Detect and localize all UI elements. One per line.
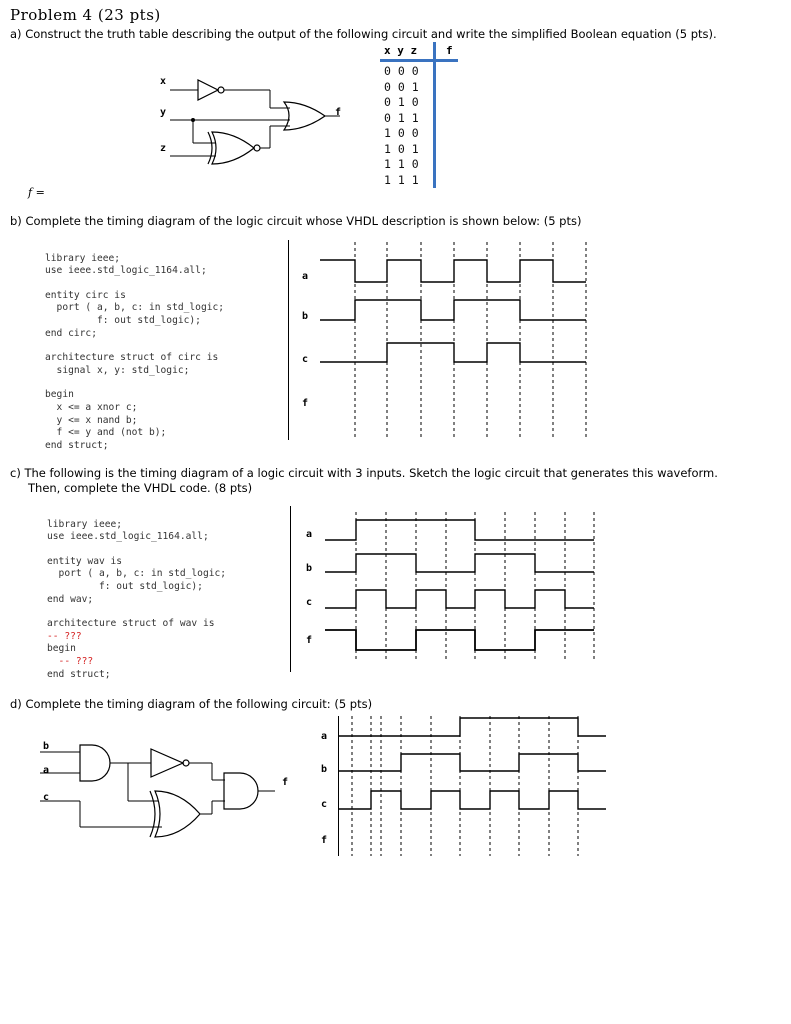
part-c-divider (290, 506, 291, 672)
waveform-a (325, 520, 594, 540)
waveform-c (320, 343, 586, 362)
part-c-timing-diagram (325, 512, 600, 662)
not-gate (151, 749, 183, 777)
truth-table-row: 0 1 1 (384, 110, 419, 125)
part-a-circuit (150, 60, 350, 180)
timing-label-b: b (321, 764, 328, 775)
timing-label-b: b (302, 311, 309, 322)
truth-table-row: 1 0 1 (384, 141, 419, 156)
part-c-vhdl-code: library ieee; use ieee.std_logic_1164.all; entity wav is port ( a, b, c: in std_logic; f: out std_logic); end wav; architecture struct of wav is -- ??? begin -- ??? end struct; (47, 518, 227, 680)
truth-table-row: 1 0 0 (384, 126, 419, 140)
waveform-c (338, 791, 606, 809)
part-d-timing-diagram (338, 716, 608, 856)
part-b-timing-diagram (320, 240, 600, 440)
waveform-b (338, 754, 606, 771)
timing-label-f: f (306, 635, 313, 646)
output-label-f: f (282, 777, 289, 788)
timing-label-c: c (321, 799, 328, 810)
truth-table-output-header: f (446, 44, 453, 57)
waveform-b (320, 300, 586, 320)
input-label-a: a (43, 765, 50, 776)
truth-table-row: 0 0 0 (384, 64, 419, 78)
truth-table-header-line (380, 59, 458, 62)
output-label-f: f (335, 107, 342, 118)
part-d-question: d) Complete the timing diagram of the following circuit: (5 pts) (10, 697, 373, 711)
timing-label-f: f (302, 398, 309, 409)
truth-table-row: 0 1 0 (384, 95, 419, 109)
xnor-gate (212, 132, 254, 164)
input-label-c: c (43, 792, 50, 803)
not-gate (198, 80, 218, 100)
truth-table-row: 0 0 1 (384, 79, 419, 94)
timing-label-a: a (321, 731, 328, 742)
input-label-b: b (43, 741, 50, 752)
or-gate (284, 102, 325, 130)
input-label-x: x (160, 76, 167, 87)
truth-table-row: 1 1 0 (384, 157, 419, 171)
waveform-a (320, 260, 586, 282)
part-d-circuit (40, 735, 300, 835)
equation-label: f = (28, 186, 45, 199)
part-b-question: b) Complete the timing diagram of the logic circuit whose VHDL description is shown below: (5 pts) (10, 214, 582, 228)
truth-table-rows (384, 64, 419, 188)
timing-label-b: b (306, 563, 313, 574)
part-c-question-line2: Then, complete the VHDL code. (8 pts) (28, 481, 253, 495)
part-b-divider (288, 240, 289, 440)
truth-table-divider (433, 42, 436, 188)
part-c-question-line1: c) The following is the timing diagram of a logic circuit with 3 inputs. Sketch the logic circuit that generates this waveform. (10, 466, 718, 480)
timing-label-f: f (321, 835, 328, 846)
truth-table-header: x y z (384, 44, 418, 57)
input-label-y: y (160, 107, 167, 118)
waveform-a (338, 718, 606, 736)
input-label-z: z (160, 143, 167, 154)
truth-table-row: 1 1 1 (384, 172, 419, 187)
timing-label-a: a (302, 271, 309, 282)
waveform-b (325, 554, 594, 572)
xor-gate (155, 791, 200, 837)
problem-title: Problem 4 (23 pts) (10, 6, 161, 24)
waveform-c (325, 590, 594, 608)
part-b-vhdl-code: library ieee; use ieee.std_logic_1164.all; entity circ is port ( a, b, c: in std_logic; f: out std_logic); end circ; architecture struct of circ is signal x, y: std_logic; begin x <= a xnor c; y <= x nand b; f <= y and (not b); end struct; (45, 252, 225, 451)
timing-label-c: c (302, 354, 309, 365)
and-gate (224, 773, 258, 809)
waveform-f (325, 630, 594, 650)
and-gate (80, 745, 110, 781)
timing-label-a: a (306, 529, 313, 540)
part-a-question: a) Construct the truth table describing the output of the following circuit and write the simplified Boolean equation (5 pts). (10, 27, 717, 41)
timing-label-c: c (306, 597, 313, 608)
